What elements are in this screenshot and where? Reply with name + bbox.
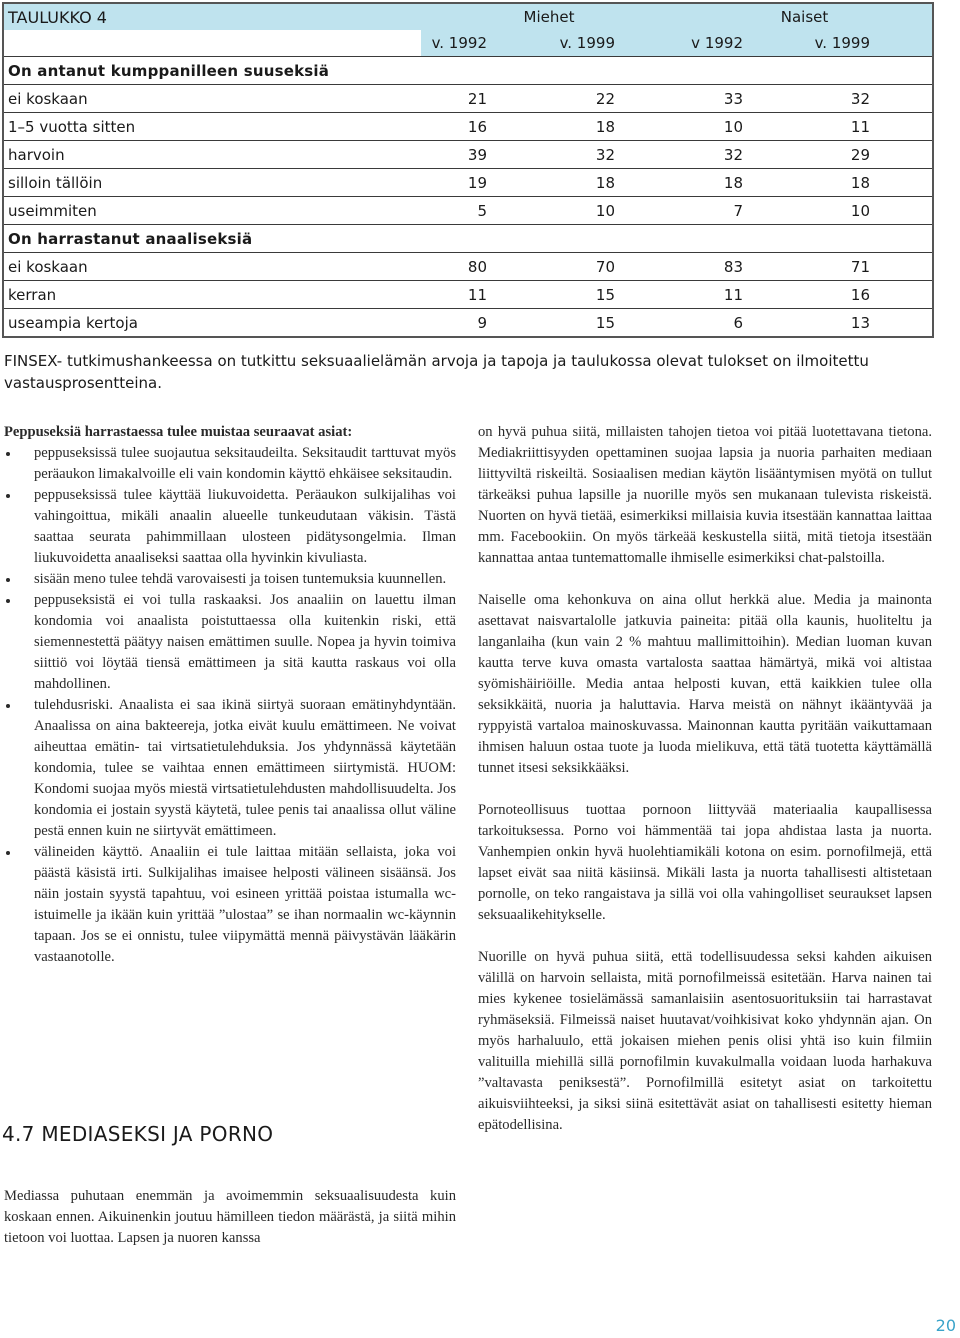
list-item: välineiden käyttö. Anaaliin ei tule laittaa mitään sellaista, joka voi päästä käsistä irti. Sulkijalihas imaisee helposti välineen sisäänsä. Jos näin jostain syystä tapahtuu, voi esineen yrittää poistaa istumalla wc-istuimelle ja ikään kuin yrittää ”ulostaa” se ihan normaalin wc-käynnin tapaan. Jos se ei onnistu, tulee viipymättä mennä päivystävän lääkärin vastaanotolle.	[4, 842, 456, 968]
cell-value: 19	[421, 169, 549, 197]
table-header-years	[3, 30, 933, 57]
cell-value: 18	[677, 169, 805, 197]
cell-value: 11	[421, 281, 549, 309]
list-item: peppuseksissä tulee käyttää liukuvoidetta. Peräaukon sulkijalihas voi vahingoittua, mikäli anaalin alueelle tunkeudutaan väkisin. Tästä saattaa seurata pahimmillaan ulosteen pidätysongelmia. Ilman liukuvoidetta anaaliseksi saattaa olla hyvinkin kivuliasta.	[4, 485, 456, 569]
cell-value: 7	[677, 197, 805, 225]
table-row	[3, 197, 933, 225]
cell-value: 21	[421, 85, 549, 113]
list-item: peppuseksistä ei voi tulla raskaaksi. Jos anaaliin on lauettu ilman kondomia voi anaalista poistuttaessa olla kuitenkin riski, että siemennestettä päätyy naisen emättimen suulle. Nopea ja hyvin toimiva siittiö voi löytää tiensä emättimeen ja sitä kautta raskaus voi olla mahdollinen.	[4, 590, 456, 695]
table-row	[3, 253, 933, 281]
cell-value: 32	[677, 141, 805, 169]
year-header: v. 1992	[421, 30, 549, 57]
row-label: ei koskaan	[3, 253, 421, 281]
cell-value: 32	[805, 85, 933, 113]
table-section-heading: On harrastanut anaaliseksiä	[3, 225, 933, 253]
cell-value: 18	[549, 113, 677, 141]
table-title: TAULUKKO 4	[3, 3, 421, 30]
cell-value: 9	[477, 313, 487, 332]
year-header: v. 1999	[549, 30, 677, 57]
row-label: kerran	[3, 281, 421, 309]
right-column	[478, 422, 932, 1136]
tips-heading: Peppuseksiä harrastaessa tulee muistaa seuraavat asiat:	[4, 424, 353, 440]
table-row	[3, 85, 933, 113]
cell-value: 10	[549, 197, 677, 225]
cell-value: 5	[421, 197, 549, 225]
paragraph: Naiselle oma kehonkuva on aina ollut herkkä alue. Media ja mainonta asettavat naisvartalolle jatkuvia paineita: pitää olla kaunis, huoliteltu ja langanlaiha (kun vain 2 % mahtuu mallimittoihin). Median luoman kuvan kautta terve kuva omasta vartalosta saattaa hämärtyä, mikä voi altistaa syömishäiriöille. Media antaa helposti kuvan, että kaikkien tulee olla seksikkäitä, nuoria ja haluttavia. Harva meistä on nähnyt ikääntyvää ja ryppyistä vartaloa mainoskuvassa. Mainonnan kautta pyritään vaikuttamaan ihmisen haluun ostaa tuote ja luoda mielikuva, että tätä tuotetta käyttämällä tunnet itsesi seksikkääksi.	[478, 592, 932, 776]
cell-value: 83	[677, 253, 805, 281]
table-caption: FINSEX- tutkimushankeessa on tutkittu seksuaalielämän arvoja ja tapoja ja taulukossa olevat tulokset on ilmoitettu vastausprosentteina.	[4, 352, 869, 392]
cell-value: 15	[595, 313, 615, 332]
group-header-women: Naiset	[677, 3, 933, 30]
table-row	[3, 169, 933, 197]
table-section-heading: On antanut kumppanilleen suuseksiä	[3, 57, 933, 85]
cell-value: 11	[677, 281, 805, 309]
cell-value: 29	[805, 141, 933, 169]
cell-value: 6	[733, 313, 743, 332]
cell-value: 22	[549, 85, 677, 113]
page-number: 20	[935, 1316, 956, 1335]
row-label: ei koskaan	[3, 85, 421, 113]
table-row	[3, 281, 933, 309]
left-column	[4, 422, 456, 968]
table-row	[3, 309, 933, 338]
cell-value: 71	[805, 253, 933, 281]
results-table	[2, 2, 934, 338]
paragraph: Nuorille on hyvä puhua siitä, että todellisuudessa seksi kahden aikuisen välillä on harvoin sellaista, mitä pornofilmeissä esitetään. Harva nainen tai mies kykenee tosielämässä samanlaisiin asentosuorituksiin tai harrastavat ryhmäseksiä. Filmeissä naiset huutavat/voihkisivat koko yhdynnän ajan. On myös harhaluulo, että jokaisen miehen penis olisi yhtä iso kuin filmiin valituilla miehillä sillä pornofilmin kuvakulmalla voidaan luoda harhakuva ”valtavasta peniksestä”. Pornofilmillä esitetyt asiat on tarkoitettu aikuisviihteeksi, ja siksi siinä esitettävät asiat on tahallisesti esitetty hieman epätodellisina.	[478, 949, 932, 1133]
group-header-men: Miehet	[421, 3, 677, 30]
cell-value: 16	[805, 281, 933, 309]
cell-value: 80	[421, 253, 549, 281]
row-label: 1–5 vuotta sitten	[3, 113, 421, 141]
cell-value: 18	[805, 169, 933, 197]
cell-value: 11	[805, 113, 933, 141]
tips-list	[4, 443, 456, 968]
row-label: useampia kertoja	[8, 313, 138, 332]
table-header-blank	[3, 30, 421, 57]
cell-value: 18	[549, 169, 677, 197]
section-intro-paragraph: Mediassa puhutaan enemmän ja avoimemmin seksuaalisuudesta kuin koskaan ennen. Aikuinenkin joutuu hämilleen tiedon määrästä, ja siitä mihin tietoon voi luottaa. Lapsen ja nuoren kanssa	[4, 1188, 456, 1246]
cell-value: 39	[421, 141, 549, 169]
table-row	[3, 113, 933, 141]
list-item: tulehdusriski. Anaalista ei saa ikinä siirtyä suoraan emätinyhdyntään. Anaalissa on aina bakteereja, jotka eivät kuulu emättimeen. Ne voivat aiheuttaa emätin- tai virtsatietulehduksia. Jos yhdynnässä käytetään kondomia, tulee se vaihtaa ennen emättimeen siirtymistä. HUOM: Kondomi suojaa myös miestä virtsatietulehdusten mahdollisuudelta. Jos kondomia ei jostain syystä käytetä, tulee penis tai anaalissa ollut väline pestä ennen kuin ne siirtyvät emättimeen.	[4, 695, 456, 842]
cell-value: 33	[677, 85, 805, 113]
year-header: v. 1999	[805, 30, 933, 57]
section-heading: 4.7 MEDIASEKSI JA PORNO	[2, 1122, 274, 1146]
cell-value: 13	[850, 313, 871, 332]
row-label: useimmiten	[3, 197, 421, 225]
row-label: silloin tällöin	[3, 169, 421, 197]
paragraph: on hyvä puhua siitä, millaisten tahojen tietoa voi pitää luotettavana tietona. Mediakriittisyyden opettaminen suojaa lapsia ja nuoria parhaiten mediaan liittyviltä riskeiltä. Sosiaalisen median käytön lisääntymisen myötä on tullut tärkeäksi puhua lapsille ja nuorille myös sen mukanaan tulevista riskeistä. Nuorten on hyvä tietää, esimerkiksi millaisia kuvia itsestään kannattaa laittaa mm. Facebookiin. On myös tärkeää keskustella siitä, mitä tietoja itsestään kannattaa antaa tuntemattomalle ihmiselle esimerkiksi chat-palstoilla.	[478, 424, 932, 566]
table-header-groups	[3, 3, 933, 30]
cell-value: 10	[805, 197, 933, 225]
cell-value: 16	[421, 113, 549, 141]
cell-value: 70	[549, 253, 677, 281]
cell-value: 15	[549, 281, 677, 309]
year-header: v 1992	[677, 30, 805, 57]
table-row	[3, 141, 933, 169]
list-item: peppuseksissä tulee suojautua seksitaudeilta. Seksitaudit tarttuvat myös peräaukon limakalvoille eli vain kondomin käyttö ehkäisee seksitaudin.	[4, 443, 456, 485]
cell-value: 10	[677, 113, 805, 141]
paragraph: Pornoteollisuus tuottaa pornoon liittyvää materiaalia kaupallisessa tarkoituksessa. Porno voi hämmentää tai jopa ahdistaa lasta ja nuorta. Vanhempien onkin hyvä huolehtiamikäli kotona on esim. pornofilmejä, että lapset eivät saa niitä käsiinsä. Mikäli lasta ja nuorta tahallisesti altistetaan pornolle, on teko rangaistava ja sillä voi olla vahingolliset seuraukset lapsen seksuaalikehitykselle.	[478, 802, 932, 923]
cell-value: 32	[549, 141, 677, 169]
row-label: harvoin	[3, 141, 421, 169]
list-item: sisään meno tulee tehdä varovaisesti ja toisen tuntemuksia kuunnellen.	[4, 569, 456, 590]
